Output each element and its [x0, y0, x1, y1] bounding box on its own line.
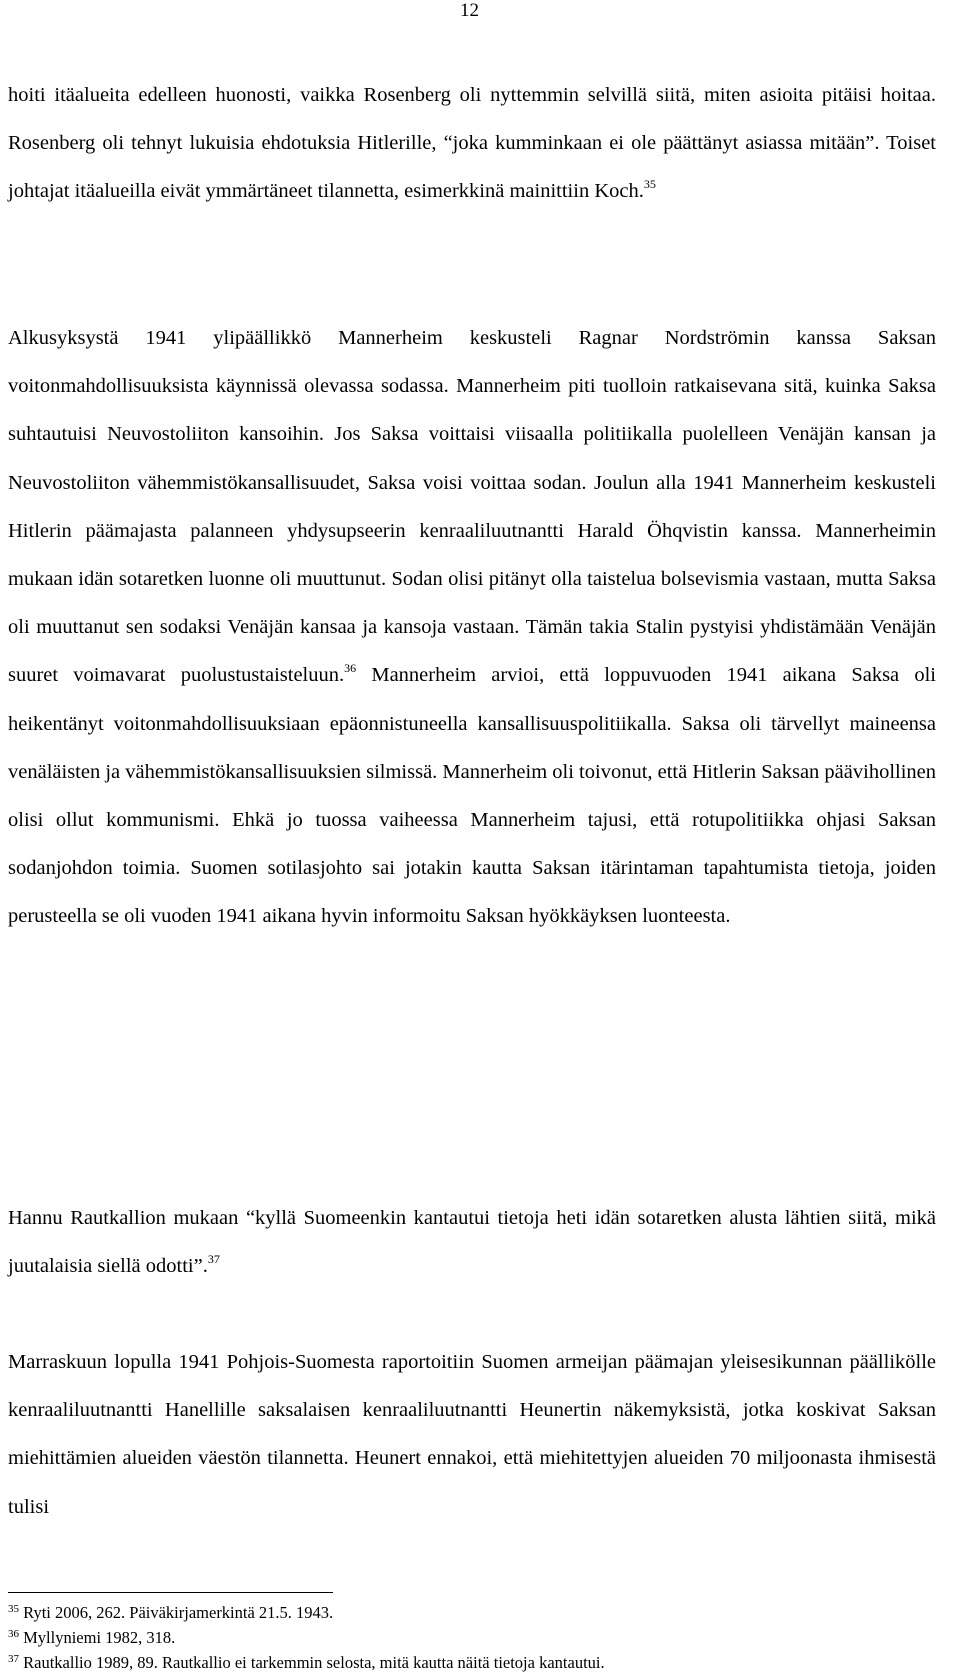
footnote-35 [8, 1600, 936, 1625]
paragraph-3 [8, 1194, 936, 1290]
footnote-text: Rautkallio 1989, 89. Rautkallio ei tarkemmin selosta, mitä kautta näitä tietoja kantautui. [19, 1653, 605, 1672]
paragraph-4 [8, 1338, 936, 1531]
footnote-separator [8, 1592, 333, 1593]
footnote-ref-36: 36 [344, 661, 357, 676]
footnote-ref-35: 35 [643, 177, 656, 192]
footnotes [8, 1600, 936, 1675]
page-number: 12 [460, 0, 479, 21]
paragraph-2-text-b: Mannerheim arvioi, että loppuvuoden 1941 aikana Saksa oli heikentänyt voitonmahdollisuuksiaan epäonnistuneella kansallisuuspolitiikalla. Saksa oli tärvellyt maineensa venäläisten ja vähemmistökansallisuuksien silmissä. Mannerheim oli toivonut, että Hitlerin Saksan päävihollinen olisi ollut kommunismi. Ehkä jo tuossa vaiheessa Mannerheim tajusi, että rotupolitiikka ohjasi Saksan sodanjohdon toimia. Suomen sotilasjohto sai jotakin kautta Saksan itärintaman tapahtumista tietoja, joiden perusteella se oli vuoden 1941 aikana hyvin informoitu Saksan hyökkäyksen luonteesta. [8, 664, 937, 928]
paragraph-4-text: Marraskuun lopulla 1941 Pohjois-Suomesta raportoitiin Suomen armeijan päämajan yleisesikunnan päällikölle kenraaliluutnantti Hanellille saksalaisen kenraaliluutnantti Heunertin näkemyksistä, jotka koskivat Saksan miehittämien alueiden väestön tilannetta. Heunert ennakoi, että miehitettyjen alueiden 70 miljoonasta ihmisestä tulisi [8, 1351, 936, 1518]
paragraph-2-text-a: Alkusyksystä 1941 ylipäällikkö Mannerheim keskusteli Ragnar Nordströmin kanssa Saksan voitonmahdollisuuksista käynnissä olevassa sodassa. Mannerheim piti tuolloin ratkaisevana sitä, kuinka Saksa suhtautuisi Neuvostoliiton kansoihin. Jos Saksa voittaisi viisaalla politiikalla puolelleen Venäjän kansan ja Neuvostoliiton vähemmistökansallisuudet, Saksa voisi voittaa sodan. Joulun alla 1941 Mannerheim keskusteli Hitlerin päämajasta palanneen yhdysupseerin kenraaliluutnantti Harald Öhqvistin kanssa. Mannerheimin mukaan idän sotaretken luonne oli muuttunut. Sodan olisi pitänyt olla taistelua bolsevismia vastaan, mutta Saksa oli muuttanut sen sodaksi Venäjän kansaa ja kansoja vastaan. Tämän takia Stalin pystyisi yhdistämään Venäjän suuret voimavarat puolustustaisteluun. [8, 327, 936, 687]
footnote-36 [8, 1625, 936, 1650]
footnote-text: Ryti 2006, 262. Päiväkirjamerkintä 21.5. 1943. [19, 1603, 334, 1622]
paragraph-2 [8, 314, 936, 941]
footnote-37 [8, 1650, 936, 1675]
footnote-text: Myllyniemi 1982, 318. [19, 1628, 176, 1647]
footnote-number: 35 [8, 1603, 19, 1615]
footnote-number: 37 [8, 1653, 19, 1665]
paragraph-1 [8, 71, 936, 216]
footnote-ref-37: 37 [207, 1252, 220, 1267]
footnote-number: 36 [8, 1628, 19, 1640]
paragraph-1-text: hoiti itäalueita edelleen huonosti, vaikka Rosenberg oli nyttemmin selvillä siitä, miten asioita pitäisi hoitaa. Rosenberg oli tehnyt lukuisia ehdotuksia Hitlerille, “joka kumminkaan ei ole päättänyt asiassa mitään”. Toiset johtajat itäalueilla eivät ymmärtäneet tilannetta, esimerkkinä mainittiin Koch. [8, 84, 936, 203]
paragraph-3-text: Hannu Rautkallion mukaan “kyllä Suomeenkin kantautui tietoja heti idän sotaretken alusta lähtien siitä, mikä juutalaisia siellä odotti”. [8, 1207, 936, 1278]
